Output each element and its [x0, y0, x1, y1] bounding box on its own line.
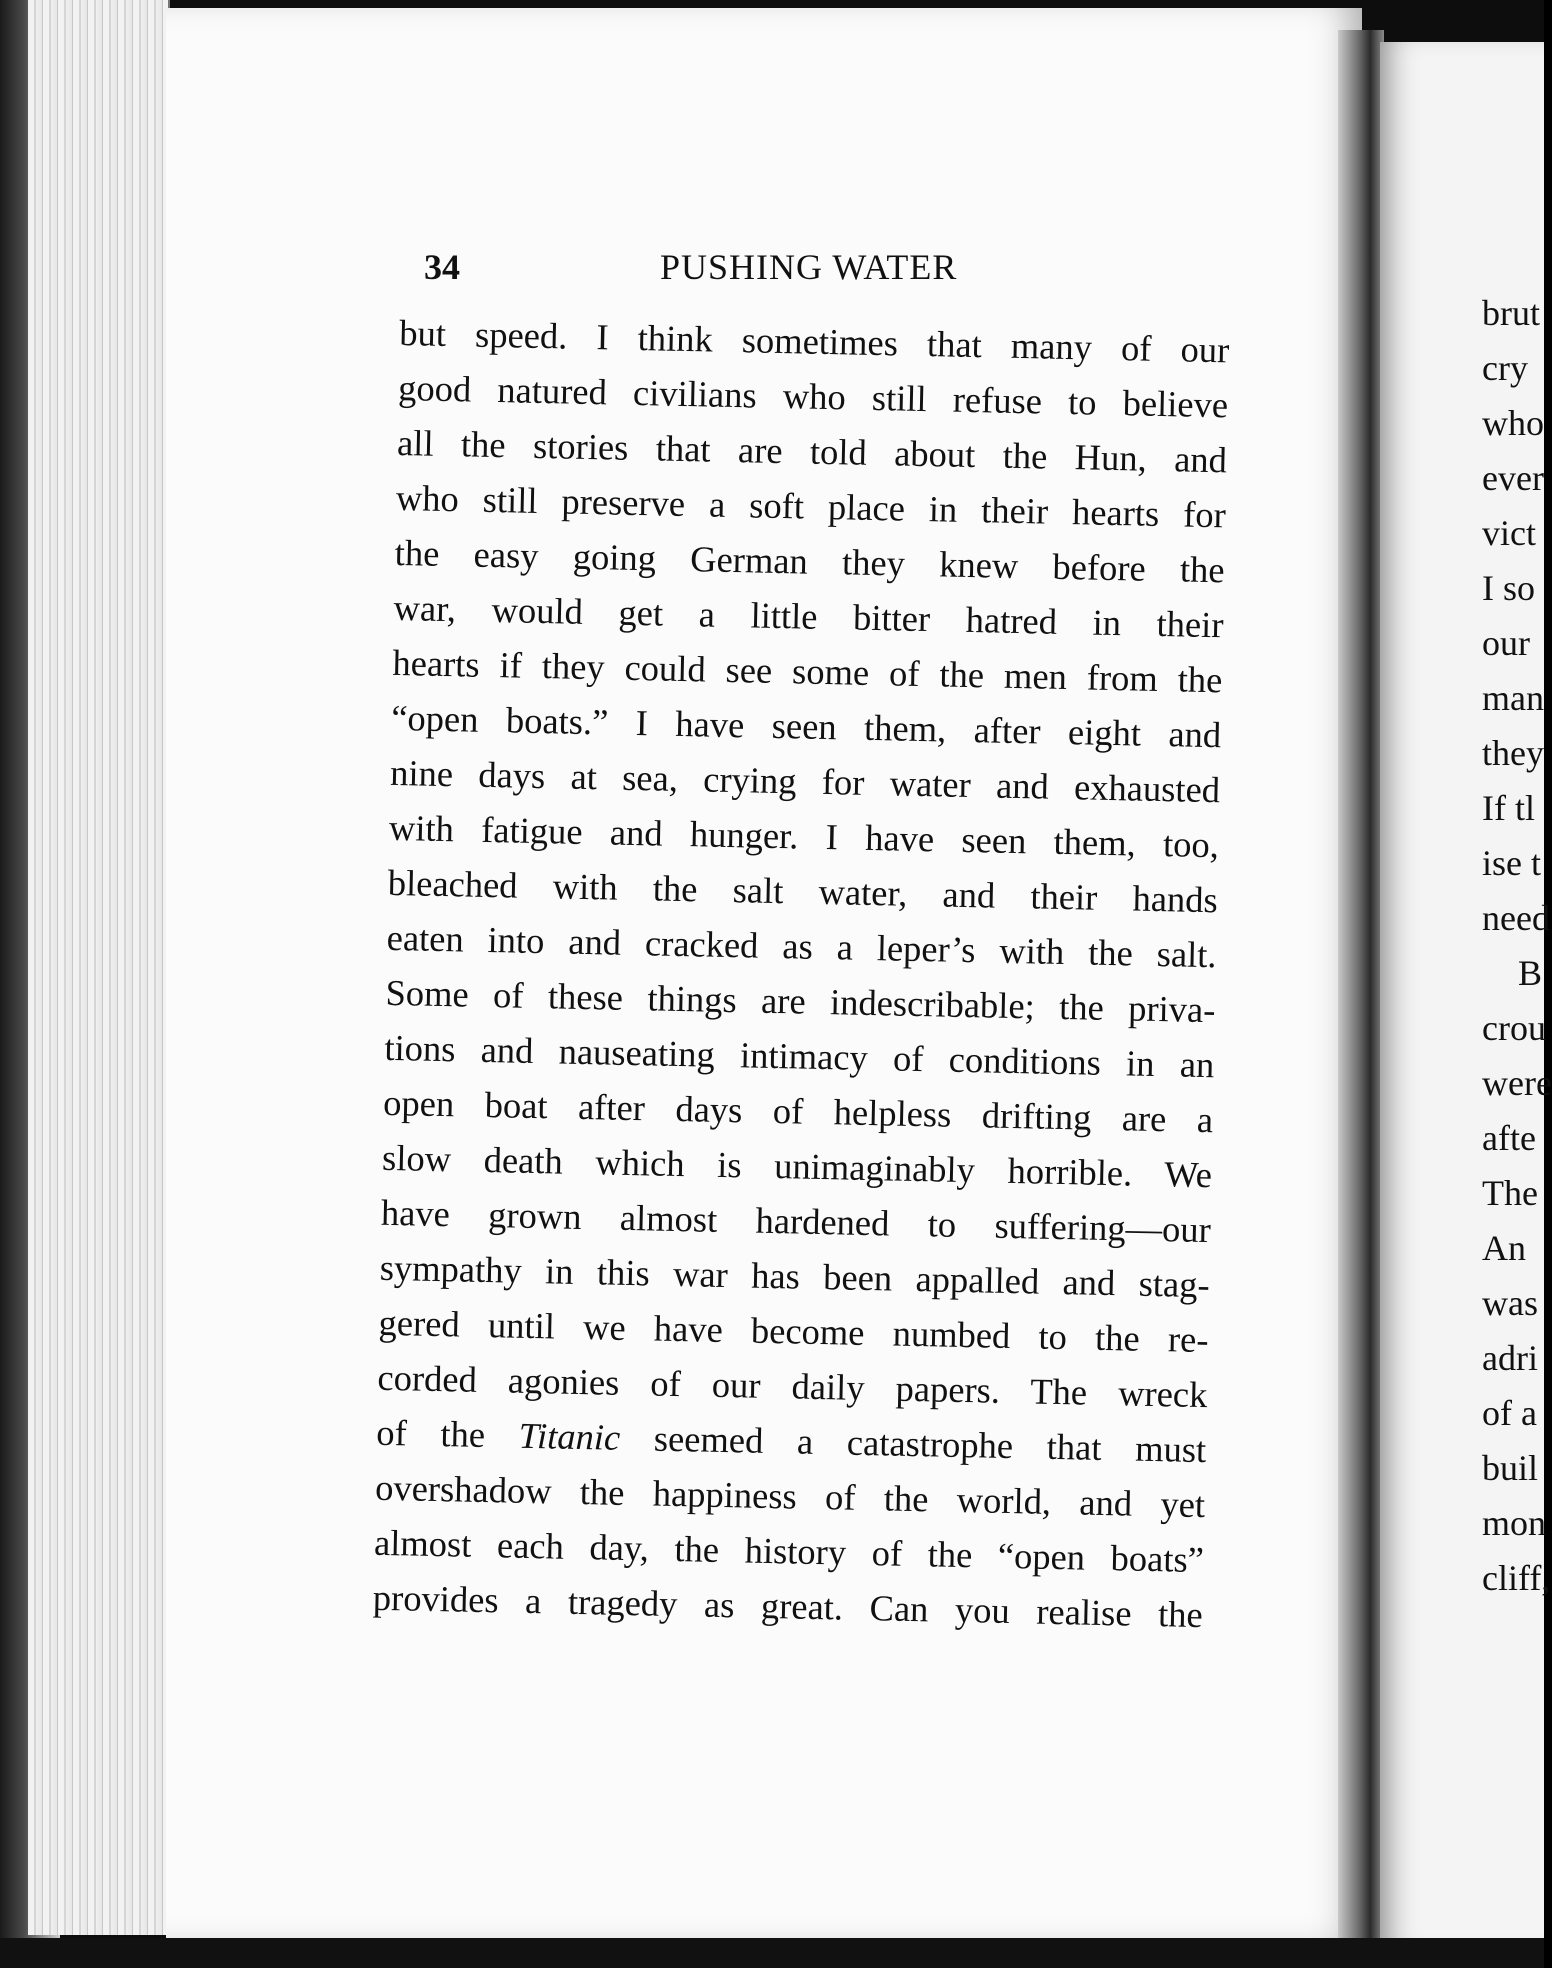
text-line: almost each day, the history of the “open boats” — [373, 1521, 1205, 1581]
fragment-line: If tl — [1482, 788, 1535, 828]
fragment-line: afte — [1482, 1118, 1536, 1158]
text-line: but speed. I think sometimes that many of our — [398, 311, 1230, 371]
text-fragment: of the — [375, 1411, 520, 1456]
fragment-line: mon — [1482, 1503, 1547, 1543]
text-line: the easy going German they knew before the — [394, 531, 1226, 591]
fragment-line: were — [1482, 1063, 1552, 1103]
italic-title: Titanic — [518, 1414, 621, 1458]
text-line: “open boats.” I have seen them, after eight and — [390, 696, 1222, 756]
text-line: have grown almost hardened to suffering—our — [380, 1191, 1212, 1251]
text-line: eaten into and cracked as a leper’s with the salt. — [386, 916, 1218, 976]
fragment-line: brut — [1482, 293, 1540, 333]
fragment-line: they — [1482, 733, 1544, 773]
running-title: PUSHING WATER — [660, 247, 958, 287]
text-line: corded agonies of our daily papers. The wreck — [377, 1356, 1208, 1416]
fragment-line: our — [1482, 623, 1530, 663]
text-line: open boat after days of helpless drifting are a — [382, 1081, 1214, 1141]
right-page-fragments — [1482, 286, 1552, 1606]
fragment-line: need — [1482, 898, 1550, 938]
text-line: all the stories that are told about the Hun, and — [396, 421, 1228, 481]
text-line: hearts if they could see some of the men from the — [392, 641, 1223, 701]
fragment-line: ise t — [1482, 843, 1541, 883]
text-line: overshadow the happiness of the world, and yet — [374, 1466, 1206, 1526]
fragment-line: ever — [1482, 458, 1544, 498]
fragment-line: An — [1482, 1228, 1526, 1268]
text-line: sympathy in this war has been appalled and stag- — [379, 1246, 1211, 1306]
book-gutter — [1338, 30, 1384, 1945]
text-line: nine days at sea, crying for water and exhausted — [389, 751, 1221, 811]
page-edge-stack — [28, 0, 170, 1935]
fragment-line: of a — [1482, 1393, 1537, 1433]
left-page-body — [372, 305, 1229, 1642]
fragment-line: adri — [1482, 1338, 1538, 1378]
fragment-line: crou — [1482, 1008, 1546, 1048]
fragment-line: cry — [1482, 348, 1528, 388]
text-line: Some of these things are indescribable; the priva- — [385, 971, 1216, 1031]
fragment-line: buil — [1482, 1448, 1539, 1488]
fragment-line: I so — [1482, 568, 1535, 608]
text-line: with fatigue and hunger. I have seen them, too, — [388, 806, 1220, 866]
fragment-line: The — [1482, 1173, 1538, 1213]
fragment-line: who — [1482, 403, 1544, 443]
text-line: provides a tragedy as great. Can you realise the — [372, 1576, 1204, 1636]
text-line: who still preserve a soft place in their hearts for — [395, 476, 1227, 536]
text-line: war, would get a little bitter hatred in their — [393, 586, 1224, 646]
page-number: 34 — [424, 247, 460, 287]
text-line: bleached with the salt water, and their hands — [387, 861, 1219, 921]
fragment-line: was — [1482, 1283, 1538, 1323]
text-line: good natured civilians who still refuse to believe — [397, 366, 1229, 426]
text-line: gered until we have become numbed to the re- — [378, 1301, 1209, 1361]
text-fragment: seemed a catastrophe that must — [619, 1416, 1207, 1471]
text-line: tions and nauseating intimacy of conditions in an — [384, 1026, 1215, 1086]
scan-bottom-edge — [0, 1938, 1544, 1968]
running-head — [424, 246, 1024, 302]
fragment-line: man — [1482, 678, 1544, 718]
text-line: slow death which is unimaginably horrible. We — [381, 1136, 1213, 1196]
fragment-line: B — [1518, 953, 1543, 993]
fragment-line: cliff, — [1482, 1558, 1551, 1598]
fragment-line: vict — [1482, 513, 1536, 553]
